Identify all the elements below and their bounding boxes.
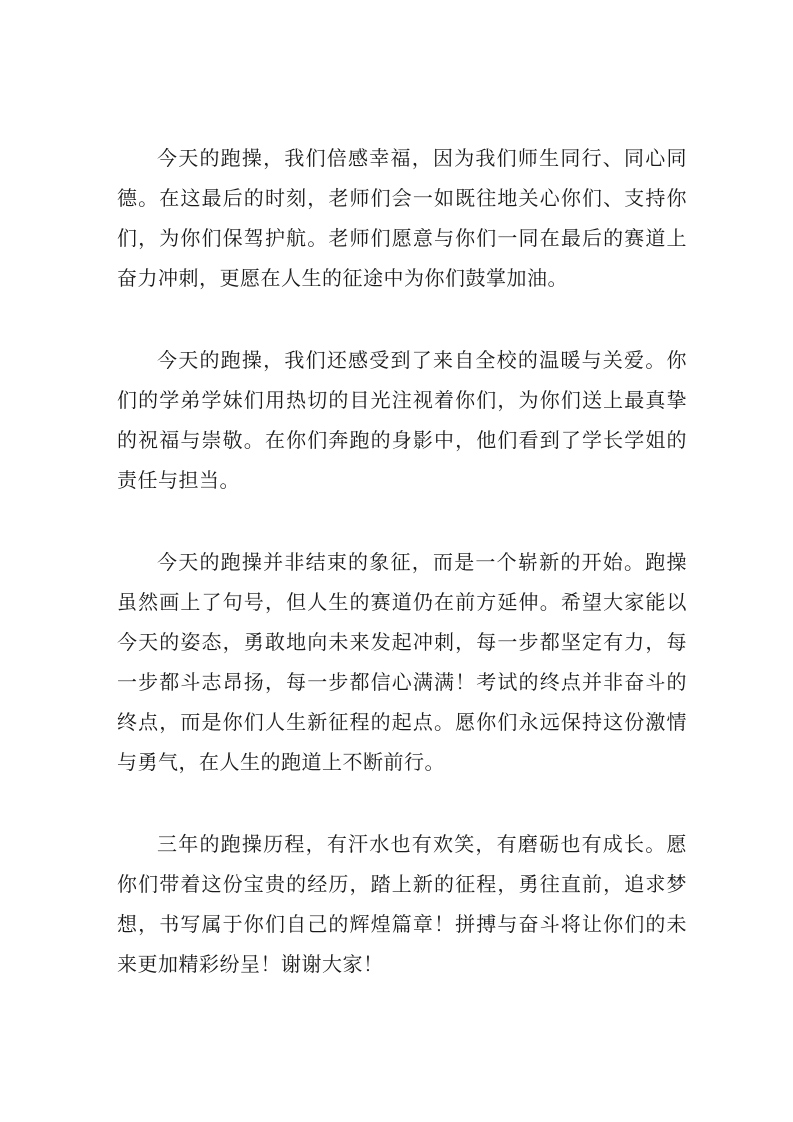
- paragraph-3: 今天的跑操并非结束的象征，而是一个崭新的开始。跑操虽然画上了句号，但人生的赛道仍在前方延伸。希望大家能以今天的姿态，勇敢地向未来发起冲刺，每一步都坚定有力，每一步都斗志昂扬，每一步都信心满满！考试的终点并非奋斗的终点，而是你们人生新征程的起点。愿你们永远保持这份激情与勇气，在人生的跑道上不断前行。: [117, 550, 687, 774]
- paragraph-4: 三年的跑操历程，有汗水也有欢笑，有磨砺也有成长。愿你们带着这份宝贵的经历，踏上新的征程，勇往直前，追求梦想，书写属于你们自己的辉煌篇章！拼搏与奋斗将让你们的未来更加精彩纷呈！谢谢大家！: [117, 832, 687, 976]
- document-body: [117, 138, 687, 984]
- paragraph-2: 今天的跑操，我们还感受到了来自全校的温暖与关爱。你们的学弟学妹们用热切的目光注视着你们，为你们送上最真挚的祝福与崇敬。在你们奔跑的身影中，他们看到了学长学姐的责任与担当。: [117, 348, 687, 492]
- paragraph-1: 今天的跑操，我们倍感幸福，因为我们师生同行、同心同德。在这最后的时刻，老师们会一如既往地关心你们、支持你们，为你们保驾护航。老师们愿意与你们一同在最后的赛道上奋力冲刺，更愿在人生的征途中为你们鼓掌加油。: [117, 146, 687, 290]
